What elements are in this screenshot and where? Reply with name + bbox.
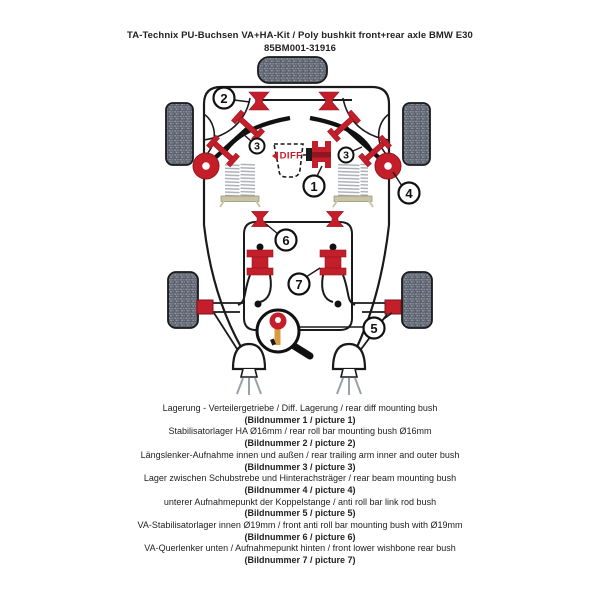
legend-item-4-picture: (Bildnummer 4 / picture 4) [244, 484, 356, 495]
legend-item-5-picture: (Bildnummer 5 / picture 5) [244, 508, 356, 519]
callout-6 [276, 230, 297, 251]
callout-7 [289, 274, 310, 295]
svg-text:7: 7 [295, 277, 303, 292]
front-wishbone-mounts [247, 244, 346, 276]
legend-item-2-picture: (Bildnummer 2 / picture 2) [244, 438, 356, 449]
front-rollbar-bushes [252, 211, 344, 226]
svg-text:3: 3 [343, 149, 349, 162]
product-title: TA-Technix PU-Buchsen VA+HA-Kit / Poly bushkit front+rear axle BMW E30 [127, 30, 473, 41]
svg-text:6: 6 [282, 233, 290, 248]
diff-mount-bush [312, 141, 331, 168]
svg-text:3: 3 [254, 140, 260, 153]
legend-item-6-description: VA-Stabilisatorlager innen Ø19mm / front anti roll bar mounting bush with Ø19mm [137, 520, 463, 531]
magnifier-handle [294, 346, 310, 356]
rear-left-spring [220, 163, 260, 207]
rear-left-tire [166, 103, 193, 165]
legend-item-1-picture: (Bildnummer 1 / picture 1) [244, 414, 356, 425]
callout-5 [364, 318, 385, 339]
callout-3-left [250, 139, 265, 154]
svg-text:1: 1 [310, 179, 318, 194]
callout-3-right [339, 148, 354, 163]
legend-item-2-description: Stabilisatorlager HA Ø16mm / rear roll bar mounting bush Ø16mm [168, 426, 432, 437]
svg-text:4: 4 [405, 186, 413, 201]
callout-1 [304, 176, 325, 197]
chassis-outline [204, 87, 389, 347]
callout-2 [214, 88, 235, 109]
spare-tire [258, 57, 327, 83]
rear-right-spring [333, 163, 373, 207]
legend-item-1-description: Lagerung - Verteilergetriebe / Diff. Lagerung / rear diff mounting bush [162, 403, 438, 413]
legend-item-3-description: Längslenker-Aufnahme innen und außen / rear trailing arm inner and outer bush [140, 449, 460, 460]
product-part-number: 85BM001-31916 [263, 43, 337, 54]
front-left-tire [168, 272, 198, 328]
rear-right-tire [403, 103, 430, 165]
rear-left-hub [193, 153, 219, 179]
magnifier [257, 310, 310, 356]
wishbone-pivot-left [255, 301, 262, 308]
legend-item-5-description: unterer Aufnahmepunkt der Koppelstange / anti roll bar link rod bush [163, 496, 437, 507]
diff-label: DIFF [279, 150, 303, 162]
legend-item-3-picture: (Bildnummer 3 / picture 3) [244, 461, 356, 472]
callout-4 [399, 183, 420, 204]
svg-text:5: 5 [370, 321, 378, 336]
wishbone-pivot-right [335, 301, 342, 308]
legend [0, 403, 600, 567]
front-right-axle-stub [385, 300, 401, 314]
legend-item-7-picture: (Bildnummer 7 / picture 7) [244, 555, 356, 566]
legend-item-6-picture: (Bildnummer 6 / picture 6) [244, 531, 356, 542]
front-right-tire [402, 272, 432, 328]
legend-item-7-description: VA-Querlenker unten / Aufnahmepunkt hinten / front lower wishbone rear bush [144, 543, 456, 554]
legend-item-4-description: Lager zwischen Schubstrebe und Hinterachsträger / rear beam mounting bush [143, 473, 457, 484]
diff-housing [272, 144, 312, 177]
svg-text:2: 2 [220, 91, 228, 106]
rear-right-hub [375, 153, 401, 179]
front-left-axle-stub [197, 300, 213, 314]
